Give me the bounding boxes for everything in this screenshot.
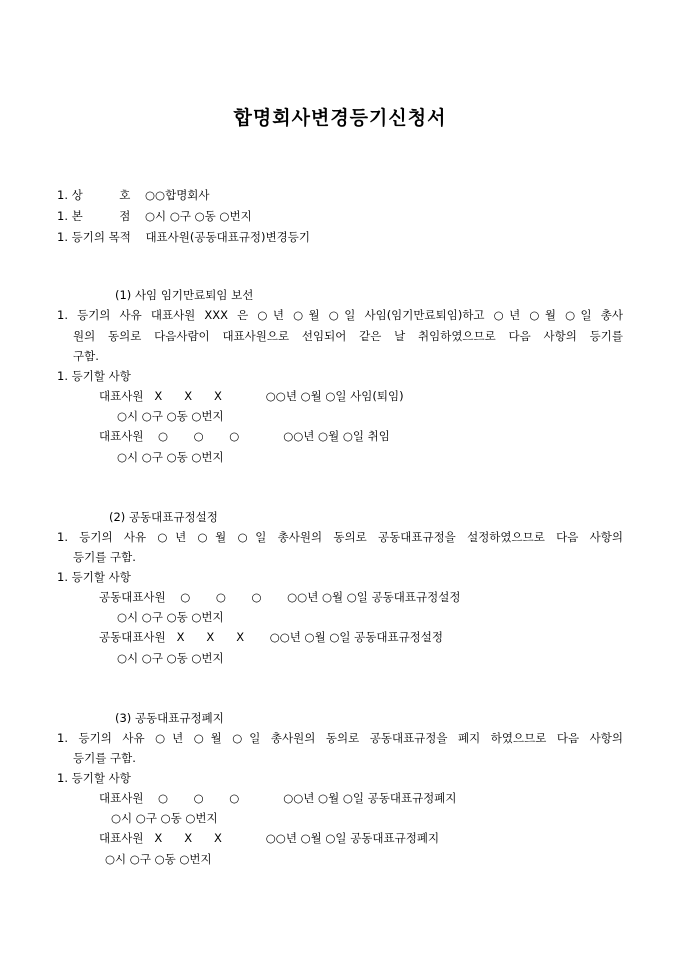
section2-items-label: 1. 등기할 사항	[57, 570, 131, 584]
section2-row2-address: ○시 ○구 ○동 ○번지	[117, 651, 224, 665]
section1-row1: 대표사원 X X X ○○년 ○월 ○일 사임(퇴임)	[99, 389, 404, 403]
section1-heading: (1) 사임 임기만료퇴임 보선	[115, 288, 254, 302]
section3-row2: 대표사원 X X X ○○년 ○월 ○일 공동대표규정폐지	[99, 831, 440, 845]
section2-reason-line2: 등기를 구함.	[73, 550, 136, 564]
section3-row2-address: ○시 ○구 ○동 ○번지	[105, 852, 212, 866]
section1-items-label: 1. 등기할 사항	[57, 369, 131, 383]
header-head-office: 1. 본 점 ○시 ○구 ○동 ○번지	[57, 209, 252, 223]
document-title: 합명회사변경등기신청서	[233, 107, 447, 129]
section3-heading: (3) 공동대표규정폐지	[115, 711, 224, 725]
section3-reason-line2: 등기를 구함.	[73, 751, 136, 765]
section2-reason-line1: 1. 등기의 사유 ○년 ○월 ○일 총사원의 동의로 공동대표규정을 설정하였으므로 다음 사항의	[57, 530, 623, 544]
section2-row2: 공동대표사원 X X X ○○년 ○월 ○일 공동대표규정설정	[99, 630, 444, 644]
header-company-name: 1. 상 호 ○○합명회사	[57, 188, 210, 202]
section2-row1: 공동대표사원 ○ ○ ○ ○○년 ○월 ○일 공동대표규정설정	[99, 590, 461, 604]
section1-row2: 대표사원 ○ ○ ○ ○○년 ○월 ○일 취임	[99, 429, 390, 443]
section1-reason-line1: 1. 등기의 사유 대표사원 XXX 은 ○년 ○월 ○일 사임(임기만료퇴임)하고 ○년 ○월 ○일 총사	[57, 308, 623, 322]
section3-row1-address: ○시 ○구 ○동 ○번지	[111, 811, 218, 825]
section1-row2-address: ○시 ○구 ○동 ○번지	[117, 450, 224, 464]
section1-row1-address: ○시 ○구 ○동 ○번지	[117, 409, 224, 423]
section3-reason-line1: 1. 등기의 사유 ○년 ○월 ○일 총사원의 동의로 공동대표규정을 폐지 하였으므로 다음 사항의	[57, 731, 623, 745]
header-purpose: 1. 등기의 목적 대표사원(공동대표규정)변경등기	[57, 230, 310, 244]
section1-reason-line3: 구함.	[73, 349, 99, 363]
section3-items-label: 1. 등기할 사항	[57, 771, 131, 785]
section2-heading: (2) 공동대표규정설정	[109, 510, 218, 524]
section3-row1: 대표사원 ○ ○ ○ ○○년 ○월 ○일 공동대표규정폐지	[99, 791, 457, 805]
section1-reason-line2: 원의 동의로 다음사람이 대표사원으로 선임되어 같은 날 취임하였으므로 다음 사항의 등기를	[73, 329, 623, 343]
section2-row1-address: ○시 ○구 ○동 ○번지	[117, 610, 224, 624]
